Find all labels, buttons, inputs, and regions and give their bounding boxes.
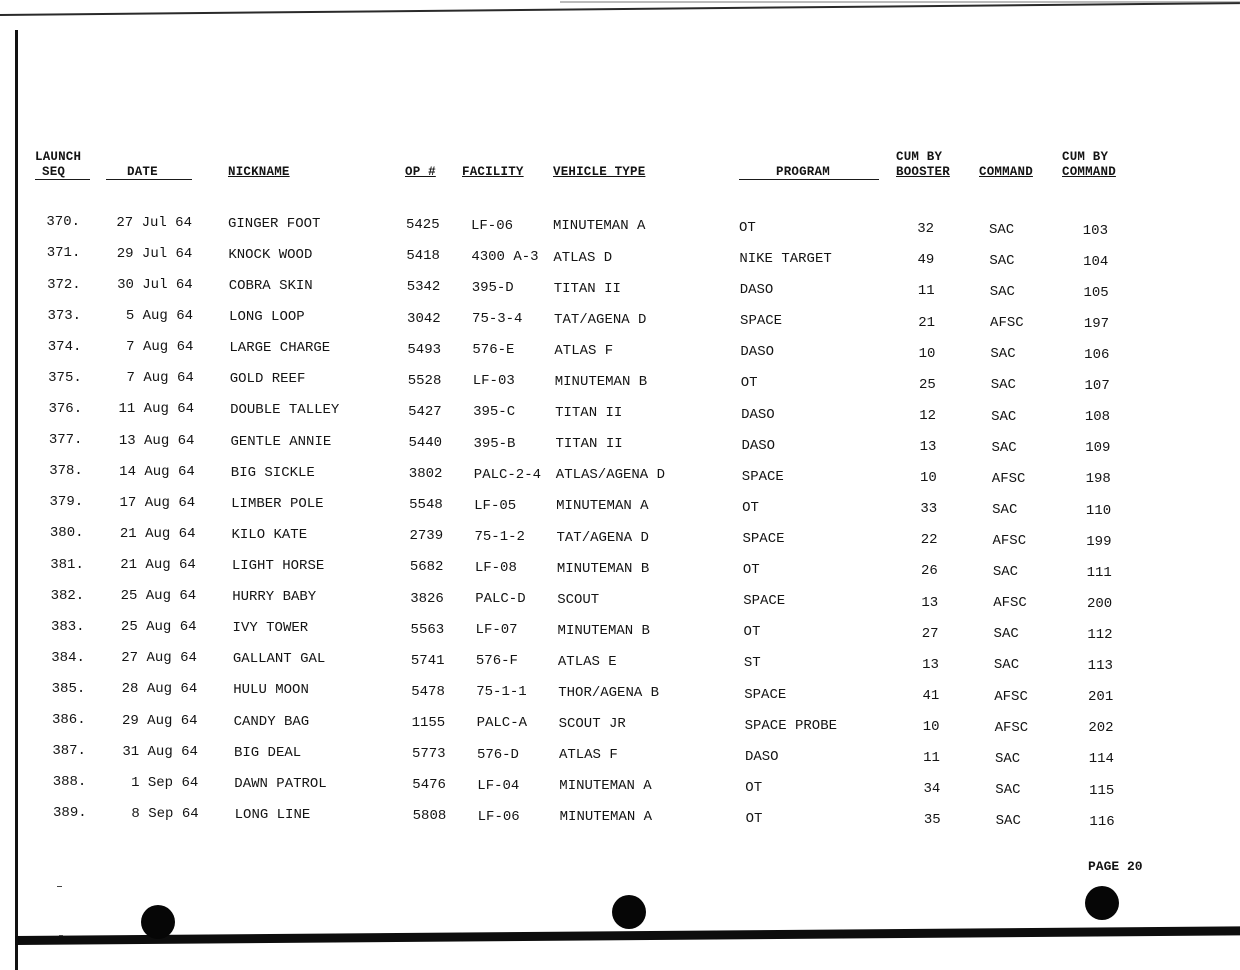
cell-facility: PALC-D bbox=[475, 591, 526, 608]
cell-vehicle-type: TAT/AGENA D bbox=[554, 311, 647, 328]
cell-op-number: 2739 bbox=[409, 528, 444, 545]
cell-command: SAC bbox=[995, 781, 1021, 798]
cell-op-number: 5773 bbox=[411, 746, 446, 763]
cell-cum-by-booster: 21 bbox=[918, 314, 936, 331]
scan-bottom-edge bbox=[15, 926, 1240, 945]
cell-command: SAC bbox=[990, 377, 1016, 394]
cell-op-number: 3042 bbox=[407, 310, 441, 327]
cell-cum-by-command: 107 bbox=[1084, 378, 1110, 395]
cell-program: OT bbox=[742, 499, 759, 516]
cell-vehicle-type: ATLAS D bbox=[553, 249, 613, 266]
cell-command: AFSC bbox=[990, 315, 1024, 332]
cell-nickname: LONG LINE bbox=[234, 806, 311, 823]
cell-facility: 75-1-1 bbox=[476, 684, 527, 701]
cell-cum-by-command: 113 bbox=[1087, 658, 1113, 675]
cell-program: SPACE PROBE bbox=[744, 717, 838, 734]
cell-command: AFSC bbox=[993, 595, 1027, 612]
cell-nickname: LIMBER POLE bbox=[231, 495, 324, 512]
cell-cum-by-command: 200 bbox=[1086, 595, 1113, 612]
cell-command: SAC bbox=[993, 657, 1020, 674]
cell-facility: LF-05 bbox=[474, 497, 517, 514]
cell-launch-seq: 370. bbox=[46, 214, 80, 231]
cell-program: SPACE bbox=[743, 593, 786, 610]
cell-cum-by-booster: 26 bbox=[921, 563, 938, 580]
cell-launch-seq: 380. bbox=[49, 525, 84, 542]
cell-date: 29 Aug 64 bbox=[121, 712, 198, 729]
cell-date: 11 Aug 64 bbox=[118, 401, 195, 418]
cell-vehicle-type: ATLAS E bbox=[557, 653, 617, 670]
cell-cum-by-booster: 12 bbox=[919, 407, 937, 424]
cell-vehicle-type: TITAN II bbox=[553, 280, 621, 297]
cell-vehicle-type: THOR/AGENA B bbox=[558, 685, 660, 702]
cell-cum-by-booster: 49 bbox=[917, 252, 935, 269]
cell-op-number: 5682 bbox=[409, 559, 444, 576]
cell-cum-by-booster: 11 bbox=[923, 750, 940, 767]
cell-vehicle-type: TITAN II bbox=[555, 405, 623, 422]
header-cum-by-command bbox=[1062, 150, 1116, 180]
cell-cum-by-command: 105 bbox=[1083, 284, 1109, 301]
scan-top-edge bbox=[0, 2, 1240, 16]
cell-facility: PALC-A bbox=[476, 715, 528, 732]
cell-launch-seq: 372. bbox=[47, 276, 81, 293]
scan-speck bbox=[59, 935, 63, 936]
cell-nickname: KNOCK WOOD bbox=[228, 246, 313, 263]
header-launch-seq-top: LAUNCH bbox=[35, 150, 82, 164]
cell-program: OT bbox=[740, 375, 758, 392]
cell-cum-by-booster: 33 bbox=[920, 501, 938, 518]
cell-vehicle-type: MINUTEMAN B bbox=[557, 622, 650, 639]
cell-op-number: 5563 bbox=[410, 621, 445, 638]
cell-cum-by-booster: 10 bbox=[922, 718, 940, 735]
cell-facility: LF-03 bbox=[472, 373, 515, 390]
cell-facility: 395-B bbox=[473, 435, 516, 452]
cell-launch-seq: 386. bbox=[51, 712, 86, 729]
cell-cum-by-booster: 27 bbox=[921, 625, 939, 642]
cell-nickname: BIG SICKLE bbox=[230, 464, 315, 481]
cell-launch-seq: 377. bbox=[48, 432, 83, 449]
cell-cum-by-command: 109 bbox=[1085, 440, 1111, 457]
cell-program: NIKE TARGET bbox=[739, 251, 832, 268]
cell-vehicle-type: ATLAS F bbox=[558, 747, 618, 764]
cell-op-number: 5476 bbox=[412, 777, 446, 794]
header-cum-by-booster-bottom: BOOSTER bbox=[896, 165, 950, 179]
cell-cum-by-booster: 35 bbox=[923, 812, 941, 829]
cell-cum-by-booster: 13 bbox=[919, 438, 937, 455]
page-number: PAGE 20 bbox=[1088, 859, 1143, 874]
cell-launch-seq: 376. bbox=[48, 400, 83, 417]
cell-command: SAC bbox=[989, 253, 1015, 270]
cell-launch-seq: 371. bbox=[46, 245, 81, 262]
cell-op-number: 5493 bbox=[407, 341, 441, 358]
cell-date: 30 Jul 64 bbox=[117, 277, 193, 294]
cell-cum-by-command: 201 bbox=[1088, 689, 1114, 706]
cell-launch-seq: 373. bbox=[47, 307, 82, 324]
cell-op-number: 5427 bbox=[408, 403, 442, 420]
cell-nickname: DOUBLE TALLEY bbox=[230, 402, 340, 419]
cell-cum-by-command: 110 bbox=[1085, 502, 1112, 519]
cell-launch-seq: 379. bbox=[49, 494, 84, 511]
cell-date: 5 Aug 64 bbox=[125, 308, 194, 325]
cell-vehicle-type: TAT/AGENA D bbox=[556, 529, 649, 546]
cell-cum-by-booster: 13 bbox=[922, 656, 939, 673]
cell-vehicle-type: MINUTEMAN B bbox=[554, 373, 648, 390]
cell-facility: 576-F bbox=[475, 653, 518, 670]
cell-op-number: 3826 bbox=[410, 590, 444, 607]
cell-program: OT bbox=[745, 810, 763, 827]
cell-program: OT bbox=[745, 779, 763, 796]
cell-nickname: LONG LOOP bbox=[229, 309, 305, 326]
cell-op-number: 5342 bbox=[406, 279, 441, 296]
cell-cum-by-booster: 32 bbox=[917, 221, 934, 238]
cell-launch-seq: 387. bbox=[52, 743, 86, 760]
header-cum-by-command-bottom: COMMAND bbox=[1062, 165, 1116, 179]
cell-command: AFSC bbox=[994, 719, 1029, 736]
cell-vehicle-type: ATLAS/AGENA D bbox=[555, 467, 666, 484]
cell-cum-by-booster: 11 bbox=[917, 283, 935, 300]
cell-vehicle-type: MINUTEMAN A bbox=[553, 218, 646, 235]
cell-cum-by-command: 199 bbox=[1086, 533, 1112, 550]
cell-facility: 75-1-2 bbox=[474, 528, 525, 545]
cell-vehicle-type: MINUTEMAN B bbox=[556, 560, 650, 577]
cell-cum-by-command: 202 bbox=[1088, 720, 1114, 737]
cell-date: 1 Sep 64 bbox=[131, 774, 199, 791]
cell-program: OT bbox=[739, 219, 756, 236]
cell-program: DASO bbox=[744, 748, 779, 765]
cell-cum-by-booster: 10 bbox=[919, 470, 937, 487]
header-command: COMMAND bbox=[979, 165, 1033, 179]
cell-facility: 576-E bbox=[472, 342, 515, 359]
cell-facility: PALC-2-4 bbox=[473, 466, 542, 483]
cell-program: DASO bbox=[741, 437, 776, 454]
cell-cum-by-booster: 13 bbox=[921, 594, 939, 611]
cell-command: SAC bbox=[992, 564, 1019, 581]
cell-program: DASO bbox=[739, 282, 774, 299]
cell-op-number: 5478 bbox=[411, 683, 445, 700]
cell-cum-by-command: 108 bbox=[1084, 409, 1111, 426]
cell-nickname: HULU MOON bbox=[233, 682, 309, 699]
cell-cum-by-command: 103 bbox=[1082, 222, 1108, 239]
cell-program: SPACE bbox=[740, 313, 783, 330]
cell-command: SAC bbox=[994, 750, 1021, 767]
cell-cum-by-command: 112 bbox=[1087, 627, 1113, 643]
cell-program: OT bbox=[743, 624, 761, 641]
cell-nickname: GENTLE ANNIE bbox=[230, 433, 332, 450]
cell-cum-by-command: 104 bbox=[1083, 253, 1109, 270]
cell-program: OT bbox=[742, 562, 760, 579]
cell-nickname: BIG DEAL bbox=[233, 744, 302, 761]
scan-speck bbox=[57, 886, 62, 887]
cell-command: SAC bbox=[992, 501, 1018, 518]
cell-vehicle-type: MINUTEMAN A bbox=[556, 498, 649, 515]
cell-date: 7 Aug 64 bbox=[126, 339, 194, 356]
cell-date: 27 Aug 64 bbox=[121, 650, 197, 667]
cell-op-number: 5528 bbox=[407, 372, 442, 389]
cell-launch-seq: 375. bbox=[48, 369, 82, 386]
cell-vehicle-type: MINUTEMAN A bbox=[559, 778, 652, 795]
cell-launch-seq: 378. bbox=[49, 463, 83, 480]
cell-nickname: DAWN PATROL bbox=[234, 775, 327, 792]
cell-date: 29 Jul 64 bbox=[116, 245, 193, 262]
cell-cum-by-command: 111 bbox=[1086, 564, 1112, 581]
cell-nickname: IVY TOWER bbox=[232, 620, 309, 637]
cell-program: SPACE bbox=[741, 468, 784, 485]
cell-command: SAC bbox=[991, 439, 1017, 456]
cell-cum-by-booster: 34 bbox=[923, 781, 941, 798]
header-facility: FACILITY bbox=[462, 165, 524, 179]
cell-op-number: 5548 bbox=[409, 497, 443, 514]
cell-nickname: KILO KATE bbox=[231, 526, 308, 543]
header-cum-by-booster bbox=[896, 150, 950, 180]
cell-nickname: GINGER FOOT bbox=[228, 215, 321, 232]
cell-launch-seq: 384. bbox=[51, 649, 85, 666]
cell-command: SAC bbox=[989, 284, 1015, 301]
cell-cum-by-booster: 25 bbox=[918, 376, 936, 393]
cell-program: ST bbox=[743, 655, 761, 672]
cell-cum-by-command: 115 bbox=[1089, 782, 1115, 799]
cell-nickname: HURRY BABY bbox=[232, 589, 317, 606]
cell-date: 28 Aug 64 bbox=[121, 681, 198, 698]
cell-vehicle-type: MINUTEMAN A bbox=[559, 809, 653, 826]
cell-date: 25 Aug 64 bbox=[120, 619, 197, 636]
cell-cum-by-command: 114 bbox=[1088, 751, 1114, 768]
cell-op-number: 5425 bbox=[406, 217, 440, 234]
header-op-number: OP # bbox=[405, 165, 436, 179]
cell-vehicle-type: ATLAS F bbox=[554, 342, 614, 359]
cell-launch-seq: 382. bbox=[50, 587, 85, 604]
cell-command: AFSC bbox=[991, 470, 1026, 487]
punch-hole bbox=[141, 905, 175, 939]
cell-facility: 75-3-4 bbox=[472, 311, 523, 328]
cell-date: 27 Jul 64 bbox=[116, 214, 192, 231]
cell-nickname: CANDY BAG bbox=[233, 713, 310, 730]
header-launch-seq-bottom: SEQ bbox=[42, 165, 66, 179]
cell-command: SAC bbox=[993, 626, 1019, 643]
cell-launch-seq: 388. bbox=[52, 774, 87, 791]
cell-date: 8 Sep 64 bbox=[131, 805, 199, 822]
cell-op-number: 5808 bbox=[412, 808, 447, 825]
header-launch-seq bbox=[35, 150, 81, 180]
cell-command: AFSC bbox=[994, 688, 1028, 705]
cell-facility: LF-06 bbox=[477, 808, 520, 825]
cell-facility: LF-04 bbox=[477, 777, 520, 794]
cell-vehicle-type: TITAN II bbox=[555, 436, 623, 453]
cell-op-number: 5440 bbox=[408, 435, 443, 451]
cell-program: DASO bbox=[740, 344, 774, 361]
cell-op-number: 5418 bbox=[406, 248, 440, 265]
header-program: PROGRAM bbox=[776, 165, 830, 179]
header-vehicle-type: VEHICLE TYPE bbox=[553, 165, 646, 179]
cell-program: SPACE bbox=[744, 686, 787, 703]
cell-launch-seq: 374. bbox=[47, 338, 82, 355]
cell-op-number: 5741 bbox=[410, 652, 445, 669]
cell-cum-by-command: 198 bbox=[1085, 471, 1111, 488]
cell-program: DASO bbox=[741, 406, 775, 423]
cell-op-number: 1155 bbox=[411, 714, 446, 731]
header-date: DATE bbox=[127, 165, 158, 179]
cell-nickname: GOLD REEF bbox=[229, 371, 306, 388]
cell-nickname: COBRA SKIN bbox=[228, 278, 313, 295]
header-cum-by-booster-top: CUM BY bbox=[896, 150, 943, 164]
cell-command: SAC bbox=[989, 221, 1015, 238]
cell-vehicle-type: SCOUT bbox=[557, 591, 600, 608]
cell-date: 21 Aug 64 bbox=[120, 557, 196, 574]
cell-cum-by-booster: 22 bbox=[920, 532, 938, 549]
cell-date: 31 Aug 64 bbox=[122, 743, 198, 760]
header-cum-by-command-top: CUM BY bbox=[1062, 150, 1109, 164]
header-nickname: NICKNAME bbox=[228, 165, 290, 179]
cell-cum-by-command: 197 bbox=[1083, 315, 1110, 332]
cell-nickname: LARGE CHARGE bbox=[229, 340, 331, 357]
cell-facility: LF-06 bbox=[471, 217, 514, 234]
cell-program: SPACE bbox=[742, 530, 785, 547]
cell-command: AFSC bbox=[992, 532, 1027, 549]
cell-date: 25 Aug 64 bbox=[120, 588, 197, 605]
header-rule bbox=[739, 179, 879, 180]
cell-cum-by-command: 116 bbox=[1089, 813, 1115, 830]
cell-date: 13 Aug 64 bbox=[118, 432, 195, 449]
cell-facility: 395-C bbox=[473, 404, 516, 421]
cell-launch-seq: 383. bbox=[50, 618, 85, 635]
cell-launch-seq: 389. bbox=[53, 805, 87, 822]
cell-facility: 576-D bbox=[476, 746, 519, 763]
cell-nickname: LIGHT HORSE bbox=[231, 558, 325, 574]
cell-cum-by-booster: 10 bbox=[918, 345, 936, 362]
header-rule bbox=[35, 179, 90, 180]
cell-facility: 4300 A-3 bbox=[471, 248, 539, 265]
punch-hole bbox=[1085, 886, 1119, 920]
punch-hole bbox=[612, 895, 646, 929]
cell-launch-seq: 381. bbox=[50, 556, 84, 573]
cell-vehicle-type: SCOUT JR bbox=[558, 716, 626, 733]
cell-cum-by-booster: 41 bbox=[922, 687, 940, 704]
cell-date: 7 Aug 64 bbox=[126, 370, 194, 387]
cell-facility: LF-07 bbox=[475, 622, 518, 639]
scan-left-edge bbox=[15, 30, 18, 970]
cell-cum-by-command: 106 bbox=[1084, 347, 1110, 364]
cell-launch-seq: 385. bbox=[51, 680, 86, 697]
cell-date: 17 Aug 64 bbox=[119, 494, 196, 511]
cell-facility: LF-08 bbox=[474, 559, 517, 576]
cell-command: SAC bbox=[991, 408, 1017, 425]
cell-command: SAC bbox=[990, 346, 1016, 363]
header-rule bbox=[106, 179, 192, 180]
cell-nickname: GALLANT GAL bbox=[232, 651, 326, 668]
cell-date: 21 Aug 64 bbox=[119, 525, 196, 542]
cell-op-number: 3802 bbox=[408, 466, 443, 483]
cell-facility: 395-D bbox=[471, 279, 514, 296]
cell-command: SAC bbox=[995, 812, 1021, 829]
cell-date: 14 Aug 64 bbox=[119, 463, 195, 480]
